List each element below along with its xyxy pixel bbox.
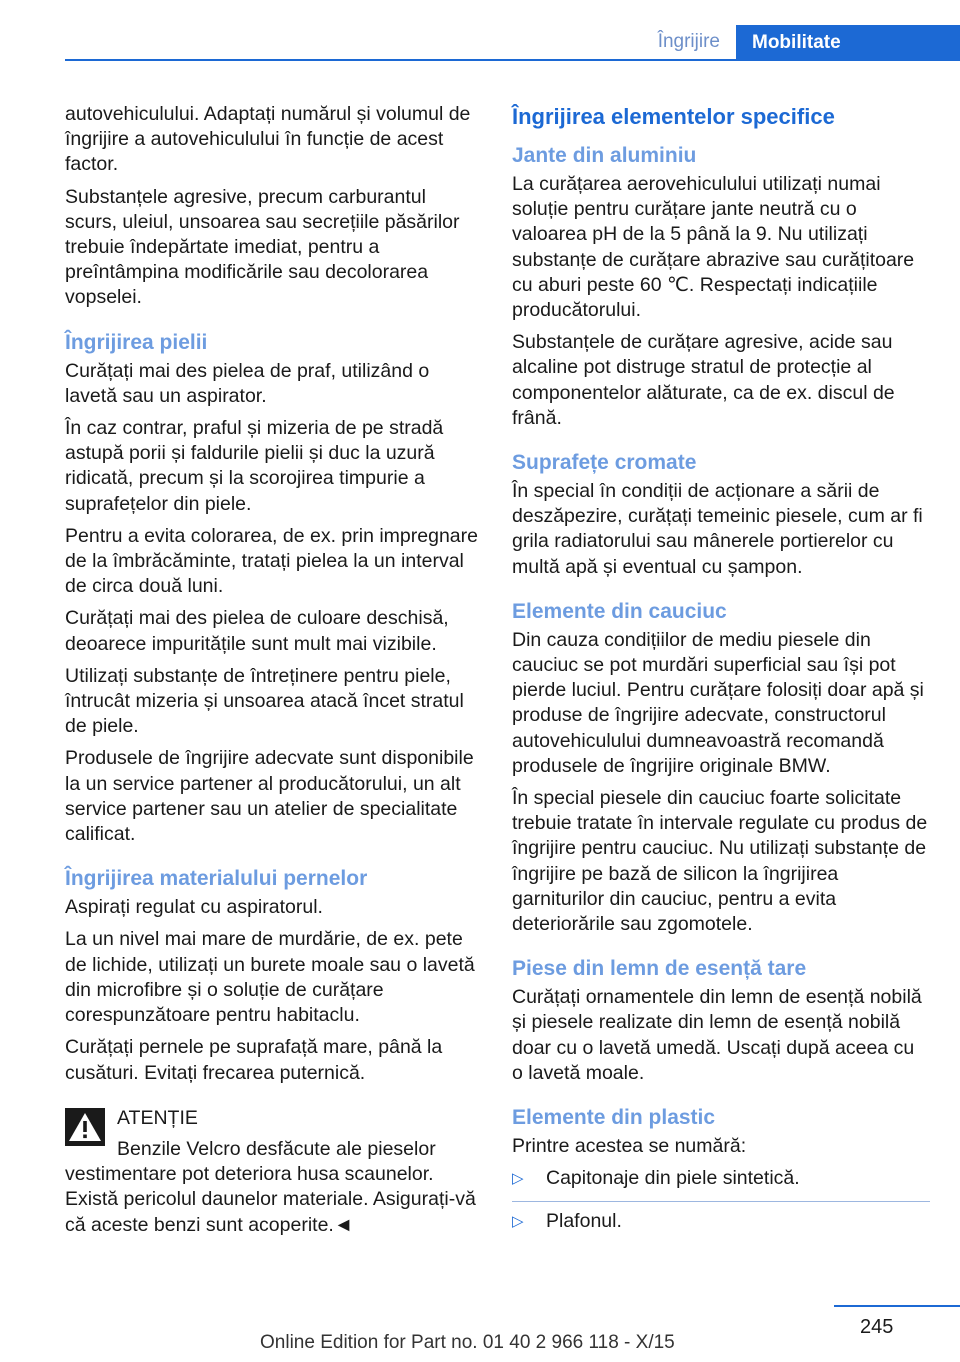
- paragraph: Substanțele agresive, precum carburantul scurs, uleiul, unsoarea sau secrețiile păsărilor trebuie îndepărtate imediat, pentru a preîntâmpina modificările sau decolorarea vopselei.: [65, 185, 460, 309]
- list-item: [512, 1166, 930, 1191]
- triangle-bullet-icon: ▷: [512, 1212, 524, 1230]
- paragraph: Utilizați substanțe de întreținere pentru piele, întrucât mizeria și unsoarea atacă încet stratul de piele.: [65, 664, 464, 738]
- header-rule: [65, 59, 960, 61]
- list-item-text: Capitonaje din piele sintetică.: [546, 1167, 800, 1190]
- paragraph: În special piesele din cauciuc foarte solicitate trebuie tratate în intervale regulate cu produs de îngrijire pentru cauciuc. Nu utilizați substanțe de îngrijire pe bază de silicon la îngrijirea garniturilor din cauciuc, pentru a evita deteriorările sau zgomotele.: [512, 787, 928, 936]
- list-divider: [512, 1201, 930, 1202]
- section-leather: [65, 329, 483, 848]
- section-chrome: [512, 449, 930, 580]
- warning-body: Benzile Velcro desfăcute ale pieselor vestimentare pot deteriora husa scaunelor. Există pericolul daunelor materiale. Asigurați-vă că aceste benzi sunt acoperite.◄: [65, 1137, 476, 1236]
- section-rubber: [512, 598, 930, 937]
- right-column: [512, 102, 930, 1243]
- section-tab-mobility[interactable]: Mobilitate: [736, 25, 960, 61]
- section-heading-cushion: Îngrijirea materialului pernelor: [65, 867, 368, 891]
- warning-triangle-icon: [65, 1108, 105, 1146]
- paragraph: Din cauza condițiilor de mediu piesele din cauciuc se pot murdări superficial sau își pot pierde luciul. Pentru curățare folosiți doar apă și produse de îngrijire adecvate, constructorul autovehiculului dumneavoastră recomandă produsele de îngrijire originale BMW.: [512, 628, 924, 777]
- paragraph: Substanțele de curățare agresive, acide sau alcaline pot distruge stratul de protecție al componentelor alăturate, ca de ex. discul de frână.: [512, 331, 895, 429]
- page-number: 245: [860, 1316, 894, 1338]
- paragraph: În caz contrar, praful și mizeria de pe stradă astupă porii și faldurile pielii și duc la uzură ridicată, precum și la scorojirea timpurie a suprafețelor din piele.: [65, 417, 444, 515]
- paragraph: În special în condiții de acționare a sării de deszăpezire, curățați temeinic piesele, cum ar fi grila radiatorului sau mânerele portierelor cu multă apă și eventual cu șampon.: [512, 480, 923, 578]
- paragraph: Printre acestea se numără:: [512, 1135, 747, 1158]
- paragraph: Pentru a evita colorarea, de ex. prin impregnare de la îmbrăcăminte, tratați pielea la un interval de circa două luni.: [65, 524, 478, 598]
- section-heading-chrome: Suprafețe cromate: [512, 451, 697, 475]
- warning-title: ATENȚIE: [117, 1106, 198, 1129]
- paragraph: Aspirați regulat cu aspiratorul.: [65, 896, 323, 919]
- section-cushion: [65, 865, 483, 1085]
- footer-rule: [834, 1305, 960, 1307]
- section-heading-plastic: Elemente din plastic: [512, 1106, 716, 1130]
- footer-edition: Online Edition for Part no. 01 40 2 966 118 - X/15: [260, 1332, 675, 1353]
- paragraph: La un nivel mai mare de murdărie, de ex. pete de lichide, utilizați un burete moale sau o lavetă din microfibre și o soluție de curățare corespunzătoare pentru habitaclu.: [65, 928, 475, 1027]
- list-item-text: Plafonul.: [546, 1209, 622, 1232]
- paragraph: La curățarea aerovehiculului utilizați numai soluție pentru curățare jante neutră cu o valoarea pH de la 5 până la 9. Nu utilizați substanțe de curățare abrazive sau curățitoare cu aburi peste 60 ℃. Respectați indicațiile producătorului.: [512, 173, 915, 322]
- section-wood: [512, 955, 930, 1086]
- left-column: [65, 102, 483, 1245]
- section-heading-wood: Piese din lemn de esență tare: [512, 957, 807, 981]
- paragraph: Curățați mai des pielea de culoare deschisă, deoarece impuritățile sunt mult mai vizibile.: [65, 607, 449, 655]
- section-heading-rubber: Elemente din cauciuc: [512, 599, 727, 623]
- section-plastic: [512, 1104, 930, 1234]
- triangle-bullet-icon: ▷: [512, 1170, 524, 1188]
- paragraph: Curățați mai des pielea de praf, utilizând o lavetă sau un aspirator.: [65, 359, 430, 407]
- list-item: [512, 1209, 930, 1234]
- page-header: [0, 25, 960, 61]
- paragraph: Curățați pernele pe suprafață mare, până la cusături. Evitați frecarea puternică.: [65, 1036, 443, 1084]
- paragraph: Produsele de îngrijire adecvate sunt disponibile la un service partener al producătorului, un alt service partener sau un atelier de specialitate calificat.: [65, 747, 474, 846]
- paragraph: Curățați ornamentele din lemn de esență nobilă și piesele realizate din lemn de esență nobilă doar cu o lavetă umedă. Uscați după aceea cu o lavetă moale.: [512, 986, 922, 1084]
- section-tab-care[interactable]: Îngrijire: [657, 31, 720, 52]
- section-heading-leather: Îngrijirea pielii: [65, 330, 208, 354]
- section-alu: [512, 142, 930, 431]
- main-heading: Îngrijirea elementelor specifice: [512, 104, 835, 129]
- section-heading-alu: Jante din aluminiu: [512, 144, 697, 167]
- paragraph: autovehiculului. Adaptați numărul și volumul de îngrijire a autovehiculului în funcție de acest factor.: [65, 103, 471, 176]
- warning-box: [65, 1106, 483, 1238]
